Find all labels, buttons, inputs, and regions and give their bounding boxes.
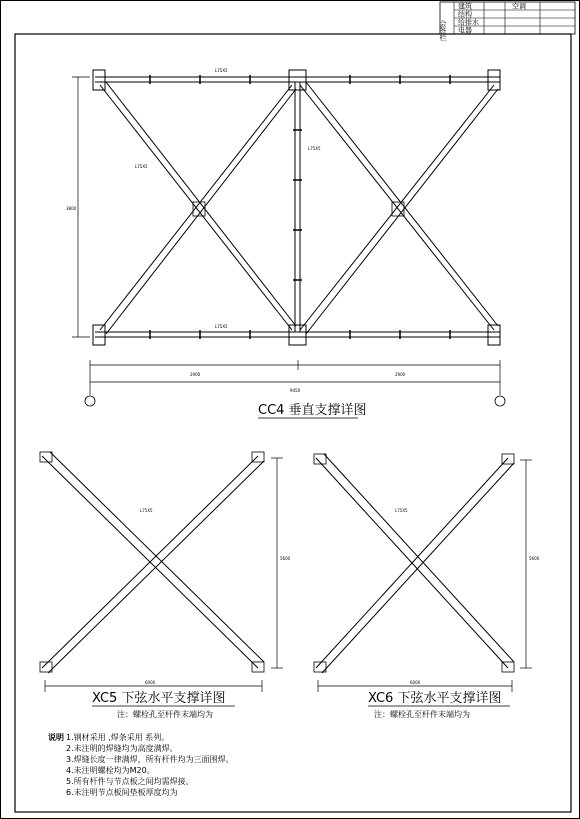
xc6-member: L75X5 <box>395 508 408 513</box>
xc6-width: 6000 <box>410 680 421 685</box>
notes-item-4: 5.所有杆件与节点板之间均需焊接。 <box>66 777 194 786</box>
xc5-width: 6000 <box>145 680 156 685</box>
cc4-dim-right: 2900 <box>395 372 406 377</box>
cc4-member-bottom: L75X5 <box>215 324 228 329</box>
xc6-height: 5600 <box>529 556 540 561</box>
title-block <box>439 2 575 43</box>
notes-item-5: 6.未注明节点板间垫板厚度均为 <box>66 788 178 797</box>
xc6-title: XC6 下弦水平支撑详图 <box>368 691 502 706</box>
xc5-title: XC5 下弦水平支撑详图 <box>92 691 226 706</box>
title-block-stamp: 会签栏 <box>439 20 447 41</box>
xc6-note: 注：螺栓孔至杆件末端均为 <box>374 710 470 719</box>
tb-row-1-label: 结构 <box>458 10 472 19</box>
xc6-drawing <box>314 454 532 692</box>
xc5-member: L75X5 <box>140 508 153 513</box>
cc4-member-top: L75X5 <box>215 68 228 73</box>
tb-row-2-label: 给排水 <box>458 18 479 27</box>
xc5-drawing <box>40 452 283 692</box>
notes-item-3: 4.未注明螺栓均为M20。 <box>66 766 155 775</box>
tb-row-3-label: 电器 <box>458 26 472 35</box>
notes-heading: 说明 <box>48 733 64 742</box>
cc4-title: CC4 垂直支撑详图 <box>258 403 367 418</box>
cc4-dim-total: 9450 <box>290 388 301 393</box>
notes-item-0: 1.钢材采用 ,焊条采用 系列。 <box>66 733 170 742</box>
xc5-note: 注：螺栓孔至杆件末端均为 <box>117 710 213 719</box>
cc4-member-vert: L75X5 <box>308 146 321 151</box>
notes-block <box>48 732 234 797</box>
cc4-dim-left: 2900 <box>190 372 201 377</box>
tb-row-0-label: 建筑 <box>458 2 472 11</box>
cc4-drawing <box>72 70 505 406</box>
cc4-dim-height: 3800 <box>66 206 77 211</box>
cc4-member-diag: L75X5 <box>135 164 148 169</box>
tb-row-0-value: 空调 <box>512 2 526 11</box>
notes-item-1: 2.未注明的焊缝均为高度满焊。 <box>66 744 178 753</box>
notes-item-2: 3.焊缝长度一律满焊，所有杆件均为三面围焊。 <box>66 755 234 764</box>
xc5-height: 5600 <box>280 556 291 561</box>
